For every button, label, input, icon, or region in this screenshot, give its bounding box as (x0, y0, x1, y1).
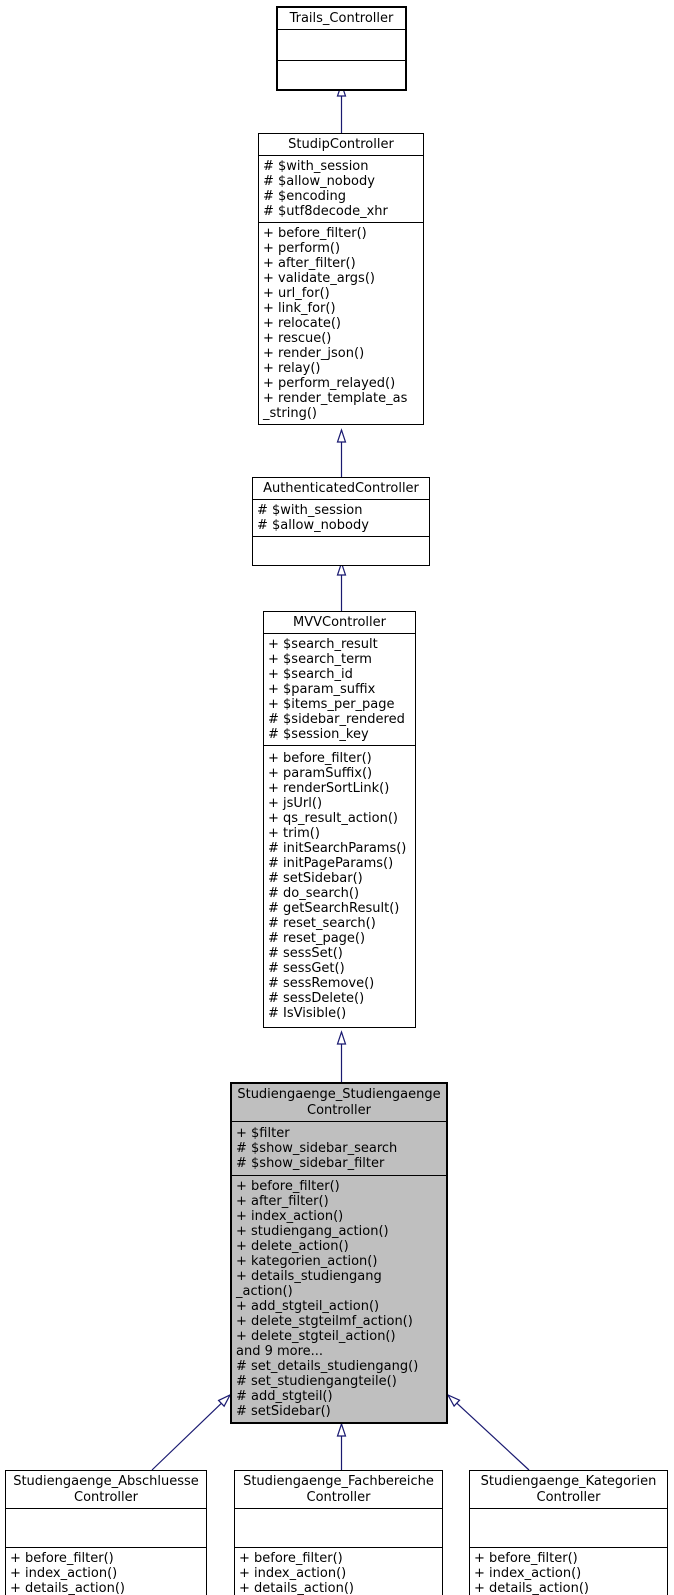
class-title-line: Controller (307, 1103, 371, 1118)
methods-compartment (232, 1175, 446, 1422)
attribute-line: + $search_result (268, 637, 378, 652)
attribute-line: # $allow_nobody (263, 174, 375, 189)
attribute-line: + $search_term (268, 652, 372, 667)
inheritance-arrow-abschluesse-to-studiengaenge (152, 1395, 230, 1470)
attributes-compartment (278, 29, 405, 60)
class-title-line: Trails_Controller (289, 11, 394, 26)
method-line: + before_filter() (236, 1179, 340, 1194)
method-line: + after_filter() (263, 256, 356, 271)
method-line: + delete_action() (236, 1239, 349, 1254)
method-line: + after_filter() (236, 1194, 329, 1209)
attribute-line: # $sidebar_rendered (268, 712, 405, 727)
class-title-line: Studiengaenge_Fachbereiche (243, 1474, 434, 1489)
method-line: # sessGet() (268, 961, 345, 976)
class-title-line: Studiengaenge_Studiengaenge (237, 1087, 441, 1102)
class-title-line: Studiengaenge_Abschluesse (13, 1474, 199, 1489)
attributes-compartment (259, 155, 423, 222)
attributes-compartment (6, 1508, 206, 1547)
class-title-line: Studiengaenge_Kategorien (480, 1474, 657, 1489)
method-line: + index_action() (10, 1566, 118, 1581)
method-line: # sessRemove() (268, 976, 375, 991)
class-title (235, 1471, 442, 1508)
methods-compartment (264, 745, 415, 1027)
method-line: + before_filter() (268, 751, 372, 766)
attribute-line: # $session_key (268, 727, 369, 742)
method-line: + trim() (268, 826, 320, 841)
class-title (470, 1471, 667, 1508)
method-line: # reset_page() (268, 931, 366, 946)
method-line: # initSearchParams() (268, 841, 407, 856)
attributes-compartment (253, 499, 429, 536)
attribute-line: + $items_per_page (268, 697, 395, 712)
class-title (6, 1471, 206, 1508)
attributes-compartment (470, 1508, 667, 1547)
attribute-line: + $filter (236, 1126, 290, 1141)
class-title (253, 478, 429, 499)
method-line: and 9 more... (236, 1344, 324, 1359)
method-line: + render_json() (263, 346, 365, 361)
method-line: + before_filter() (474, 1551, 578, 1566)
methods-compartment (278, 60, 405, 89)
method-line: # initPageParams() (268, 856, 394, 871)
method-line: _action() (236, 1284, 293, 1299)
method-line: # do_search() (268, 886, 360, 901)
method-line: + url_for() (263, 286, 330, 301)
method-line: # add_stgteil() (236, 1389, 333, 1404)
attributes-compartment (232, 1121, 446, 1175)
class-box-trails-controller[interactable] (276, 6, 407, 91)
method-line: + studiengang_action() (236, 1224, 389, 1239)
method-line: + rescue() (263, 331, 332, 346)
attribute-line: # $show_sidebar_filter (236, 1156, 385, 1171)
method-line: + details_action() (10, 1581, 125, 1595)
method-line: _string() (263, 406, 317, 421)
class-title-line: Controller (536, 1490, 601, 1505)
method-line: + details_action() (474, 1581, 589, 1595)
class-title-line: Controller (306, 1490, 371, 1505)
method-line: # setSidebar() (236, 1404, 331, 1419)
attribute-line: # $allow_nobody (257, 518, 369, 533)
attribute-line: # $show_sidebar_search (236, 1141, 398, 1156)
class-box-studiengaenge-abschluesse-controller[interactable] (5, 1470, 207, 1595)
class-title (259, 134, 423, 155)
attribute-line: # $utf8decode_xhr (263, 204, 388, 219)
method-line: + relocate() (263, 316, 341, 331)
class-title (264, 612, 415, 633)
attribute-line: # $with_session (263, 159, 369, 174)
method-line: + before_filter() (10, 1551, 114, 1566)
class-title (278, 8, 405, 29)
method-line: + kategorien_action() (236, 1254, 378, 1269)
attribute-line: + $search_id (268, 667, 353, 682)
method-line: + details_studiengang (236, 1269, 382, 1284)
class-title-line: Controller (74, 1490, 138, 1505)
attributes-compartment (264, 633, 415, 745)
class-title-line: MVVController (293, 615, 386, 630)
methods-compartment (235, 1547, 442, 1595)
methods-compartment (259, 222, 423, 424)
method-line: + index_action() (236, 1209, 344, 1224)
method-line: + before_filter() (263, 226, 367, 241)
class-box-studiengaenge-kategorien-controller[interactable] (469, 1470, 668, 1595)
attribute-line: + $param_suffix (268, 682, 376, 697)
methods-compartment (470, 1547, 667, 1595)
method-line: # sessDelete() (268, 991, 365, 1006)
method-line: # set_details_studiengang() (236, 1359, 419, 1374)
method-line: + link_for() (263, 301, 336, 316)
class-title-line: StudipController (288, 137, 394, 152)
method-line: + renderSortLink() (268, 781, 390, 796)
method-line: + relay() (263, 361, 321, 376)
method-line: + render_template_as (263, 391, 408, 406)
method-line: + before_filter() (239, 1551, 343, 1566)
method-line: # setSidebar() (268, 871, 363, 886)
method-line: + perform_relayed() (263, 376, 396, 391)
method-line: + jsUrl() (268, 796, 323, 811)
class-box-studiengaenge-studiengaenge-controller[interactable] (230, 1082, 448, 1424)
class-box-mvv-controller[interactable] (263, 611, 416, 1028)
method-line: + qs_result_action() (268, 811, 398, 826)
class-title-line: AuthenticatedController (263, 481, 419, 496)
methods-compartment (253, 536, 429, 565)
class-title (232, 1084, 446, 1121)
method-line: + perform() (263, 241, 341, 256)
inheritance-arrow-kategorien-to-studiengaenge (448, 1395, 529, 1470)
class-box-studiengaenge-fachbereiche-controller[interactable] (234, 1470, 443, 1595)
method-line: + add_stgteil_action() (236, 1299, 380, 1314)
attribute-line: # $with_session (257, 503, 363, 518)
method-line: + delete_stgteil_action() (236, 1329, 396, 1344)
method-line: # reset_search() (268, 916, 376, 931)
method-line: + index_action() (474, 1566, 582, 1581)
method-line: # set_studiengangteile() (236, 1374, 397, 1389)
method-line: # getSearchResult() (268, 901, 400, 916)
methods-compartment (6, 1547, 206, 1595)
method-line: + validate_args() (263, 271, 375, 286)
method-line: + index_action() (239, 1566, 347, 1581)
method-line: + details_action() (239, 1581, 354, 1595)
attribute-line: # $encoding (263, 189, 346, 204)
method-line: + delete_stgteilmf_action() (236, 1314, 413, 1329)
attributes-compartment (235, 1508, 442, 1547)
method-line: + paramSuffix() (268, 766, 373, 781)
class-box-studip-controller[interactable] (258, 133, 424, 425)
method-line: # sessSet() (268, 946, 343, 961)
class-box-authenticated-controller[interactable] (252, 477, 430, 566)
method-line: # IsVisible() (268, 1006, 347, 1021)
